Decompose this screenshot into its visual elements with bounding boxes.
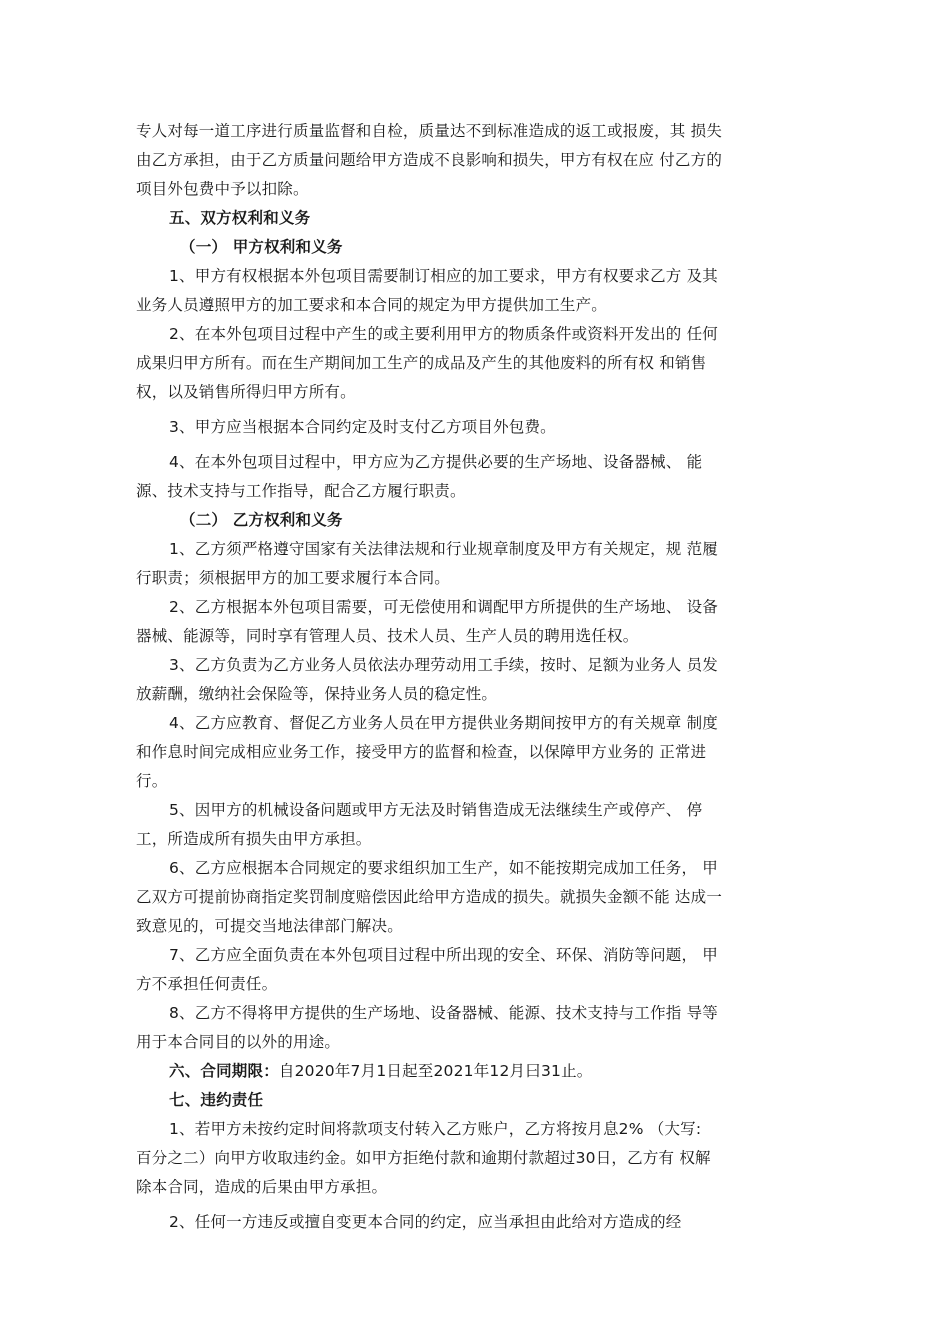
paragraph-line: 1、若甲方未按约定时间将款项支付转入乙方账户，乙方将按月息2% （大写: <box>169 1120 702 1138</box>
paragraph-line: 3、甲方应当根据本合同约定及时支付乙方项目外包费。 <box>169 418 556 436</box>
document-page <box>136 117 820 1237</box>
paragraph-line: 用于本合同目的以外的用途。 <box>136 1033 341 1051</box>
contract-term-value: 自2020年7月1日起至2021年12月曰31止。 <box>278 1062 593 1080</box>
section-heading-breach-liability: 七、违约责任 <box>169 1091 264 1109</box>
paragraph-line: 百分之二）向甲方收取违约金。如甲方拒绝付款和逾期付款超过30日，乙方有 权解 <box>136 1149 711 1167</box>
paragraph-line: 行职责；须根据甲方的加工要求履行本合同。 <box>136 569 451 587</box>
paragraph-line: 致意见的，可提交当地法律部门解决。 <box>136 917 403 935</box>
subsection-heading-party-b: （二） 乙方权利和义务 <box>180 511 343 529</box>
section-heading-rights-obligations: 五、双方权利和义务 <box>169 209 311 227</box>
paragraph-line: 和作息时间完成相应业务工作，接受甲方的监督和检查，以保障甲方业务的 正常进 <box>136 743 707 761</box>
paragraph-line: 项目外包费中予以扣除。 <box>136 180 309 198</box>
paragraph-line: 3、乙方负责为乙方业务人员依法办理劳动用工手续，按时、足额为业务人 员发 <box>169 656 718 674</box>
paragraph-line: 行。 <box>136 772 168 790</box>
paragraph-line: 由乙方承担，由于乙方质量问题给甲方造成不良影响和损失，甲方有权在应 付乙方的 <box>136 151 723 169</box>
paragraph-line: 专人对每一道工序进行质量监督和自检，质量达不到标准造成的返工或报废，其 损失 <box>136 122 723 140</box>
paragraph-line: 1、甲方有权根据本外包项目需要制订相应的加工要求，甲方有权要求乙方 及其 <box>169 267 718 285</box>
paragraph-line: 5、因甲方的机械设备问题或甲方无法及时销售造成无法继续生产或停产、 停 <box>169 801 703 819</box>
contract-term-line <box>136 1057 820 1086</box>
paragraph-line: 放薪酬，缴纳社会保险等，保持业务人员的稳定性。 <box>136 685 498 703</box>
paragraph-line: 工，所造成所有损失由甲方承担。 <box>136 830 372 848</box>
paragraph-line: 器械、能源等，同时享有管理人员、技术人员、生产人员的聘用选任权。 <box>136 627 639 645</box>
subsection-heading-party-a: （一） 甲方权利和义务 <box>180 238 343 256</box>
paragraph-line: 1、乙方须严格遵守国家有关法律法规和行业规章制度及甲方有关规定，规 范履 <box>169 540 718 558</box>
paragraph-line: 4、乙方应教育、督促乙方业务人员在甲方提供业务期间按甲方的有关规章 制度 <box>169 714 718 732</box>
paragraph-line: 2、在本外包项目过程中产生的或主要利用甲方的物质条件或资料开发出的 任何 <box>169 325 718 343</box>
paragraph-line: 权，以及销售所得归甲方所有。 <box>136 383 356 401</box>
paragraph-line: 7、乙方应全面负责在本外包项目过程中所出现的安全、环保、消防等问题， 甲 <box>169 946 718 964</box>
paragraph-line: 2、任何一方违反或擅自变更本合同的约定，应当承担由此给对方造成的经 <box>169 1213 682 1231</box>
paragraph-line: 2、乙方根据本外包项目需要，可无偿使用和调配甲方所提供的生产场地、 设备 <box>169 598 718 616</box>
section-heading-contract-term: 六、合同期限： <box>169 1062 279 1080</box>
paragraph-line: 6、乙方应根据本合同规定的要求组织加工生产，如不能按期完成加工任务， 甲 <box>169 859 718 877</box>
paragraph-line: 成果归甲方所有。而在生产期间加工生产的成品及产生的其他废料的所有权 和销售 <box>136 354 707 372</box>
paragraph-line: 除本合同，造成的后果由甲方承担。 <box>136 1178 388 1196</box>
paragraph-line: 4、在本外包项目过程中，甲方应为乙方提供必要的生产场地、设备器械、 能 <box>169 453 703 471</box>
paragraph-line: 8、乙方不得将甲方提供的生产场地、设备器械、能源、技术支持与工作指 导等 <box>169 1004 718 1022</box>
paragraph-line: 源、技术支持与工作指导，配合乙方履行职责。 <box>136 482 466 500</box>
paragraph-line: 方不承担任何责任。 <box>136 975 278 993</box>
paragraph-line: 业务人员遵照甲方的加工要求和本合同的规定为甲方提供加工生产。 <box>136 296 608 314</box>
paragraph-line: 乙双方可提前协商指定奖罚制度赔偿因此给甲方造成的损失。就损失金额不能 达成一 <box>136 888 723 906</box>
